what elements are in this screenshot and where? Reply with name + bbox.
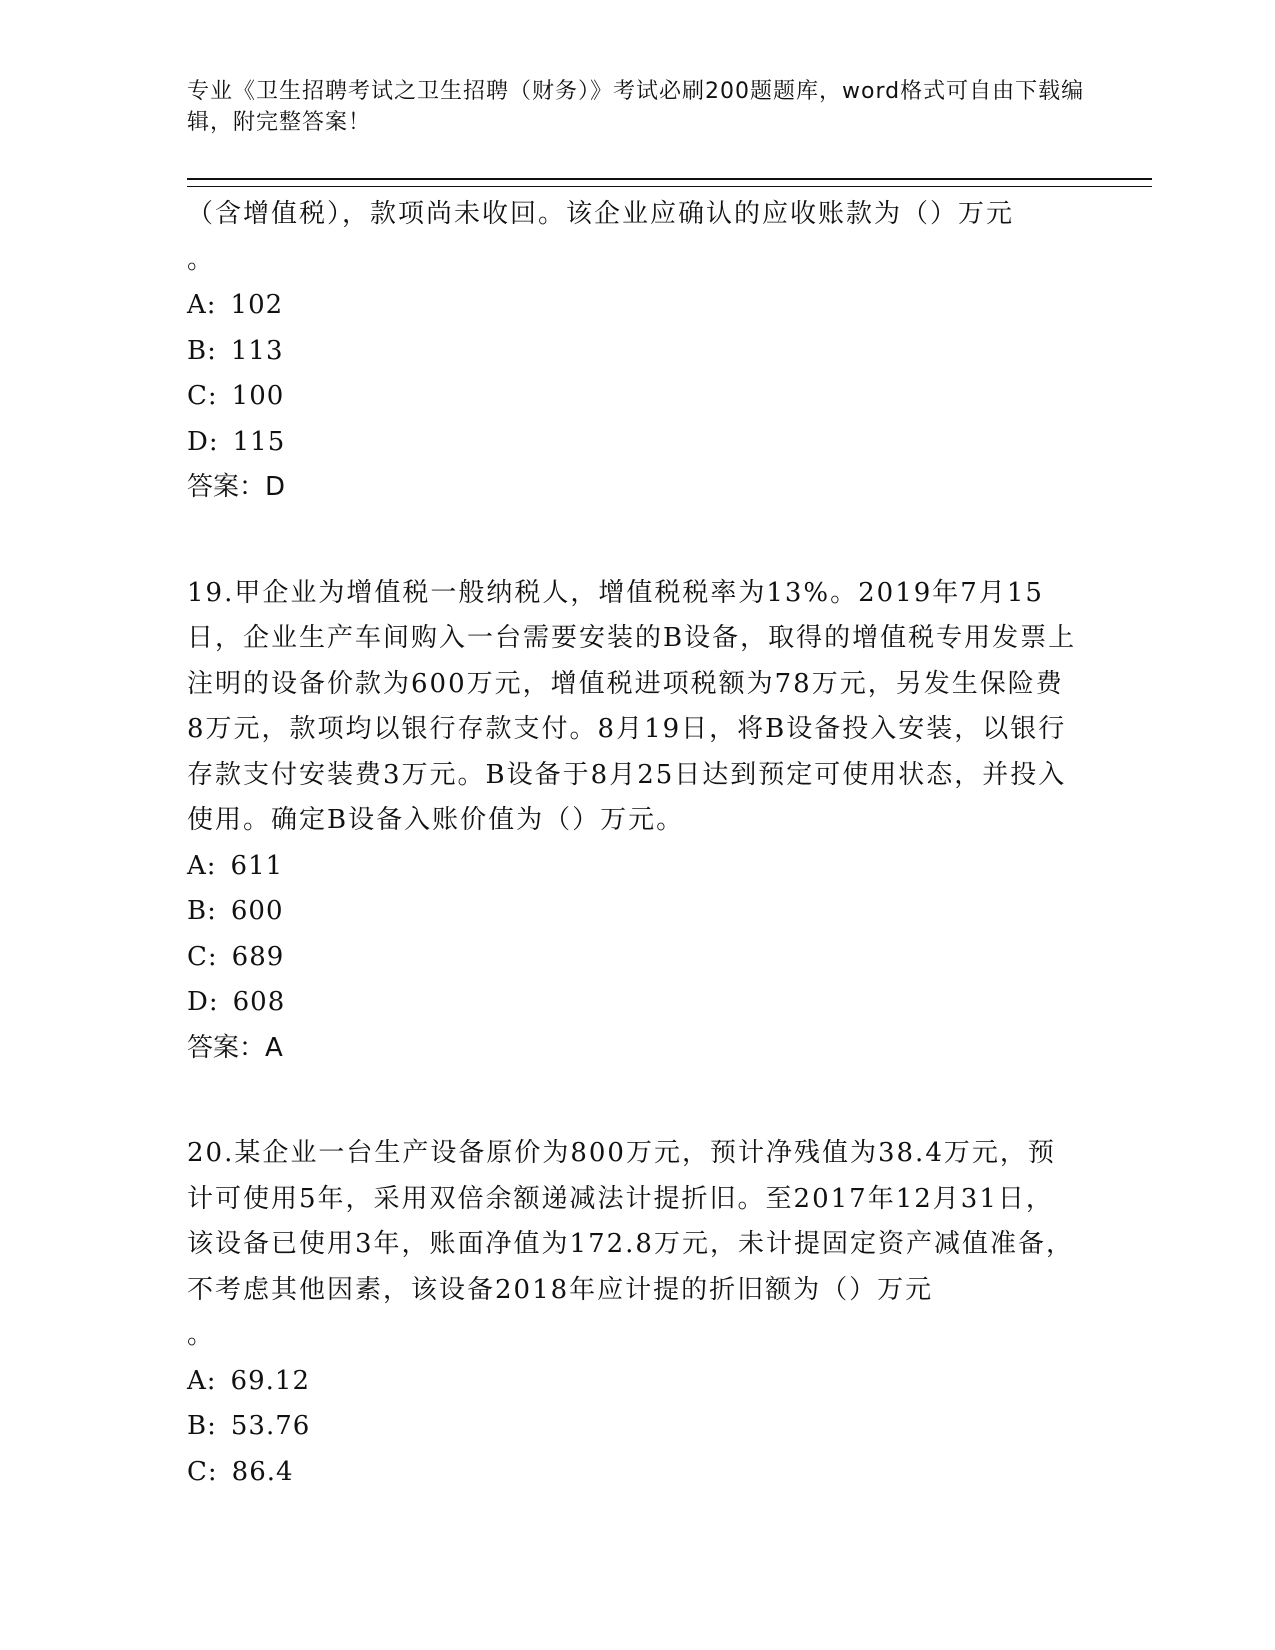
header-divider <box>187 178 1152 187</box>
option-d <box>187 420 1077 466</box>
question-text-end: 。 <box>187 1320 214 1350</box>
option-c <box>187 1450 1077 1496</box>
option-b <box>187 329 1077 375</box>
option-label: A: <box>187 290 217 320</box>
question-text: 19.甲企业为增值税一般纳税人，增值税税率为13%。2019年7月15日，企业生产车间购入一台需要安装的B设备，取得的增值税专用发票上注明的设备价款为600万元，增值税进项税额为78万元，另发生保险费8万元，款项均以银行存款支付。8月19日，将B设备投入安装，以银行存款支付安装费3万元。B设备于8月25日达到预定可使用状态，并投入使用。确定B设备入账价值为（）万元。 <box>187 577 1077 835</box>
option-b <box>187 889 1077 935</box>
question-20 <box>187 1131 1077 1495</box>
option-label: C: <box>187 381 218 411</box>
option-value: 689 <box>231 941 285 972</box>
option-c <box>187 935 1077 981</box>
option-value: 611 <box>230 850 284 881</box>
option-label: C: <box>187 941 218 972</box>
option-label: A: <box>187 1365 217 1396</box>
option-label: A: <box>187 850 217 881</box>
answer-line: 答案：D <box>187 472 286 502</box>
option-value: 86.4 <box>231 1456 294 1487</box>
option-label: C: <box>187 1456 218 1487</box>
option-a <box>187 283 1077 329</box>
option-label: B: <box>187 896 217 926</box>
option-value: 100 <box>231 381 285 411</box>
option-a <box>187 1359 1077 1405</box>
option-value: 113 <box>230 335 284 366</box>
question-text-tail-end: 。 <box>187 244 214 275</box>
document-body <box>187 192 1077 1495</box>
answer-line: 答案：A <box>187 1032 283 1063</box>
option-value: 115 <box>232 426 286 457</box>
option-value: 69.12 <box>230 1365 310 1396</box>
option-value: 600 <box>230 896 284 926</box>
option-label: D: <box>187 987 219 1017</box>
option-label: B: <box>187 335 217 366</box>
document-header-title: 专业《卫生招聘考试之卫生招聘（财务）》考试必刷200题题库，word格式可自由下载编辑，附完整答案！ <box>187 79 1085 135</box>
question-text-tail: （含增值税），款项尚未收回。该企业应确认的应收账款为（）万元 <box>187 199 1015 229</box>
option-b <box>187 1404 1077 1450</box>
option-value: 102 <box>230 290 284 320</box>
option-value: 53.76 <box>230 1411 311 1441</box>
option-label: D: <box>187 426 219 457</box>
option-d <box>187 980 1077 1026</box>
question-18-continuation <box>187 192 1077 511</box>
option-a <box>187 844 1077 890</box>
option-c <box>187 374 1077 420</box>
option-value: 608 <box>232 987 286 1017</box>
question-text: 20.某企业一台生产设备原价为800万元，预计净残值为38.4万元，预计可使用5年，采用双倍余额递减法计提折旧。至2017年12月31日，该设备已使用3年，账面净值为172.8万元，未计提固定资产减值准备，不考虑其他因素，该设备2018年应计提的折旧额为（）万元 <box>187 1138 1074 1305</box>
question-19 <box>187 571 1077 1072</box>
option-label: B: <box>187 1411 217 1441</box>
